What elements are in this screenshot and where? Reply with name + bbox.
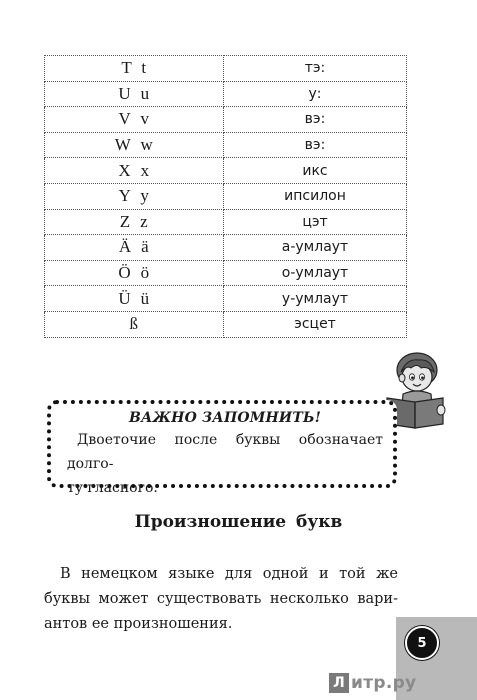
alphabet-row — [45, 158, 407, 184]
letter-name-cell: а-умлаут — [224, 235, 407, 261]
section-title: Произношение букв — [134, 512, 343, 532]
letter-name-cell: у-умлаут — [224, 286, 407, 312]
letter-name-cell: икс — [224, 158, 407, 184]
letter-cell: V v — [45, 107, 224, 133]
alphabet-table-body — [45, 56, 407, 338]
alphabet-row — [45, 81, 407, 107]
alphabet-row — [45, 56, 407, 82]
letter-cell: T t — [45, 56, 224, 82]
letter-cell: W w — [45, 132, 224, 158]
note-title: ВАЖНО ЗАПОМНИТЬ! — [128, 410, 322, 426]
important-note-box — [47, 400, 397, 496]
alphabet-row — [45, 311, 407, 337]
letter-name-cell: эсцет — [224, 311, 407, 337]
note-text-line: ту гласного. — [67, 480, 158, 496]
letter-cell: Ü ü — [45, 286, 224, 312]
letter-cell: ß — [45, 311, 224, 337]
letter-name-cell: у: — [224, 81, 407, 107]
watermark — [329, 670, 416, 696]
letter-cell: X x — [45, 158, 224, 184]
watermark-logo-icon: Л — [329, 673, 349, 693]
letter-cell: Y y — [45, 183, 224, 209]
letter-name-cell: тэ: — [224, 56, 407, 82]
alphabet-row — [45, 209, 407, 235]
letter-cell: Ä ä — [45, 235, 224, 261]
alphabet-row — [45, 235, 407, 261]
paragraph-line: буквы может существовать несколько вари- — [44, 591, 398, 607]
alphabet-row — [45, 132, 407, 158]
letter-name-cell: вэ: — [224, 107, 407, 133]
letter-cell: U u — [45, 81, 224, 107]
note-text-line: Двоеточие после буквы обозначает долго- — [67, 432, 383, 472]
alphabet-row — [45, 183, 407, 209]
letter-cell: Ö ö — [45, 260, 224, 286]
paragraph-line: антов ее произношения. — [44, 616, 233, 632]
pronunciation-paragraph — [44, 562, 398, 637]
alphabet-row — [45, 260, 407, 286]
alphabet-table — [44, 55, 407, 338]
page-number-badge: 5 — [405, 626, 439, 660]
watermark-text: итр.ру — [351, 673, 417, 693]
alphabet-row — [45, 286, 407, 312]
letter-cell: Z z — [45, 209, 224, 235]
letter-name-cell: ипсилон — [224, 183, 407, 209]
paragraph-line: В немецком языке для одной и той же — [60, 566, 398, 582]
letter-name-cell: о-умлаут — [224, 260, 407, 286]
letter-name-cell: цэт — [224, 209, 407, 235]
letter-name-cell: вэ: — [224, 132, 407, 158]
note-text — [67, 428, 383, 500]
alphabet-row — [45, 107, 407, 133]
